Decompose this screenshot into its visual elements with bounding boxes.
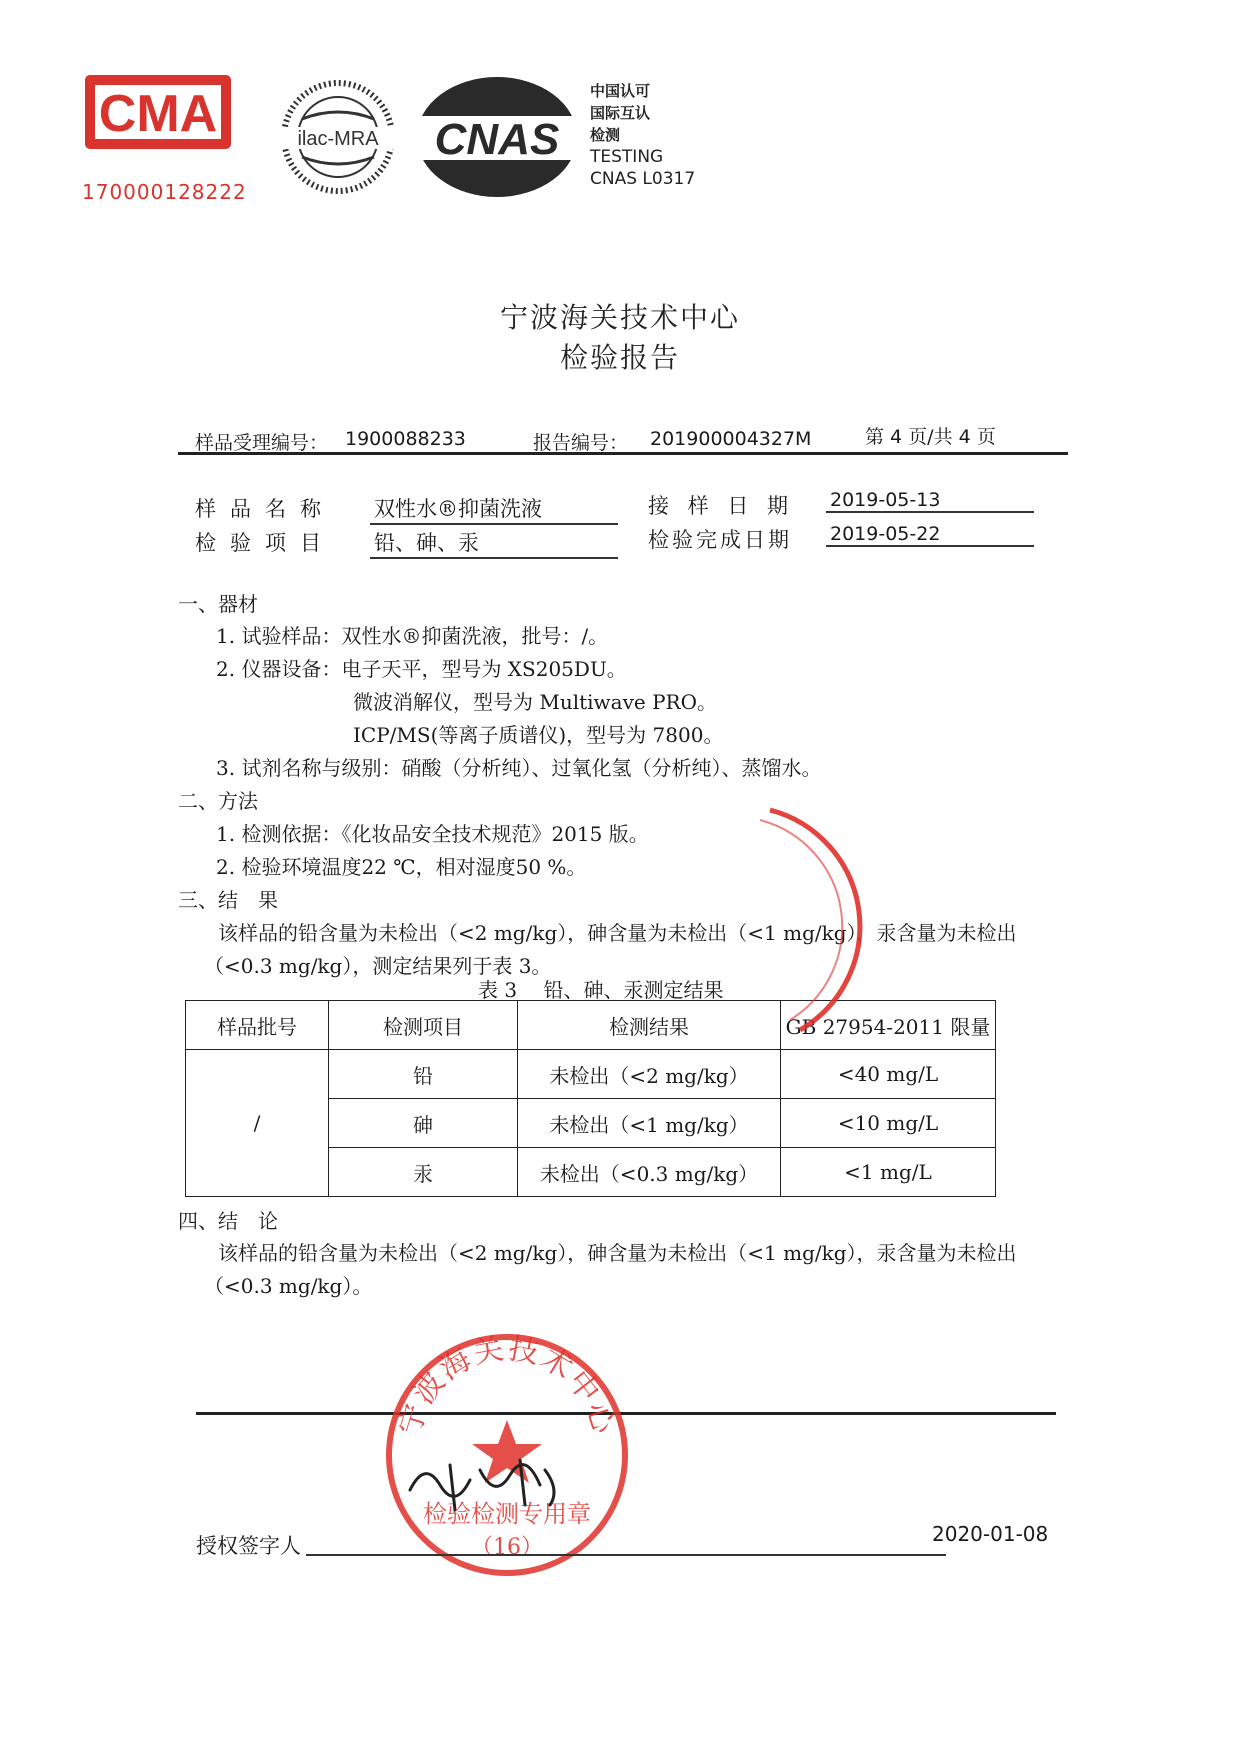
sample-name-label: 样品名称	[195, 497, 335, 521]
section-1-line: 2. 仪器设备：电子天平，型号为 XS205DU。	[216, 657, 627, 681]
test-items-label: 检验项目	[195, 531, 335, 555]
cma-logo	[78, 72, 238, 152]
section-2-line: 1. 检测依据：《化妆品安全技术规范》2015 版。	[216, 822, 649, 846]
item-cell: 铅	[329, 1050, 518, 1099]
receive-date-value: 2019-05-13	[826, 487, 1034, 513]
test-items-value: 铅、砷、汞	[370, 527, 620, 559]
batch-cell: /	[186, 1050, 329, 1197]
section-2-line: 2. 检验环境温度22 ℃，相对湿度50 %。	[216, 855, 587, 879]
cnas-logo	[412, 72, 582, 202]
handwritten-signature	[400, 1450, 570, 1520]
result-cell: 未检出（<2 mg/kg）	[518, 1050, 781, 1099]
svg-text:CNAS: CNAS	[434, 115, 560, 164]
signer-label: 授权签字人	[196, 1534, 301, 1558]
table-row	[186, 1050, 996, 1099]
section-3-paragraph: （<0.3 mg/kg），测定结果列于表 3。	[204, 954, 552, 978]
limit-cell: <40 mg/L	[781, 1050, 996, 1099]
signature-date: 2020-01-08	[932, 1522, 1049, 1546]
result-cell: 未检出（<1 mg/kg）	[518, 1099, 781, 1148]
section-4-title: 四、结 论	[178, 1209, 278, 1233]
result-cell: 未检出（<0.3 mg/kg）	[518, 1148, 781, 1197]
sample-no: 1900088233	[345, 428, 466, 450]
section-3-paragraph: 该样品的铅含量为未检出（<2 mg/kg），砷含量为未检出（<1 mg/kg），汞含量为未检出	[218, 921, 1017, 945]
svg-text:（16）: （16）	[471, 1535, 543, 1560]
section-4-paragraph: （<0.3 mg/kg）。	[204, 1274, 373, 1298]
table-header: 样品批号	[186, 1001, 329, 1050]
page-seal	[760, 800, 890, 1040]
section-3-title: 三、结 果	[178, 888, 278, 912]
section-4-paragraph: 该样品的铅含量为未检出（<2 mg/kg），砷含量为未检出（<1 mg/kg），汞含量为未检出	[218, 1241, 1017, 1265]
signer-underline	[306, 1554, 946, 1556]
section-1-line: 1. 试验样品：双性水®抑菌洗液，批号：/。	[216, 624, 609, 648]
report-no-label: 报告编号：	[533, 432, 629, 454]
sample-no-label: 样品受理编号：	[195, 432, 329, 454]
cnas-line: 国际互认	[590, 104, 651, 122]
sample-name-value: 双性水®抑菌洗液	[370, 493, 620, 525]
receive-date-label: 接 样 日 期	[648, 494, 795, 518]
cnas-line: 检测	[590, 126, 621, 144]
section-2-title: 二、方法	[178, 789, 258, 813]
section-1-line: 3. 试剂名称与级别：硝酸（分析纯）、过氧化氢（分析纯）、蒸馏水。	[216, 756, 822, 780]
limit-cell: <1 mg/L	[781, 1148, 996, 1197]
table-header: 检测结果	[518, 1001, 781, 1050]
item-cell: 砷	[329, 1099, 518, 1148]
cnas-accreditation-text	[590, 80, 695, 190]
cnas-line: TESTING	[590, 147, 664, 167]
organization-title: 宁波海关技术中心	[499, 301, 740, 334]
document-title: 检验报告	[559, 341, 680, 374]
svg-text:CMA: CMA	[98, 85, 218, 143]
ilac-mra-logo	[278, 75, 398, 200]
section-1-title: 一、器材	[178, 592, 258, 616]
cma-number: 170000128222	[82, 180, 247, 204]
svg-text:检验检测专用章: 检验检测专用章	[423, 1500, 591, 1528]
limit-cell: <10 mg/L	[781, 1099, 996, 1148]
svg-text:宁波海关技术中心: 宁波海关技术中心	[392, 1331, 622, 1440]
page-indicator: 第 4 页/共 4 页	[865, 426, 996, 448]
section-1-line: 微波消解仪，型号为 Multiwave PRO。	[353, 690, 717, 714]
table-header: GB 27954-2011 限量	[781, 1001, 996, 1050]
complete-date-label: 检验完成日期	[648, 528, 792, 552]
meta-divider	[178, 452, 1068, 455]
complete-date-value: 2019-05-22	[826, 521, 1034, 547]
svg-text:ilac-MRA: ilac-MRA	[297, 128, 379, 150]
cnas-line: CNAS L0317	[590, 169, 696, 189]
section-1-line: ICP/MS(等离子质谱仪)，型号为 7800。	[353, 723, 724, 747]
item-cell: 汞	[329, 1148, 518, 1197]
report-no: 201900004327M	[650, 428, 812, 450]
table-header: 检测项目	[329, 1001, 518, 1050]
table-caption: 表 3 铅、砷、汞测定结果	[478, 978, 724, 1002]
cnas-line: 中国认可	[590, 82, 651, 100]
